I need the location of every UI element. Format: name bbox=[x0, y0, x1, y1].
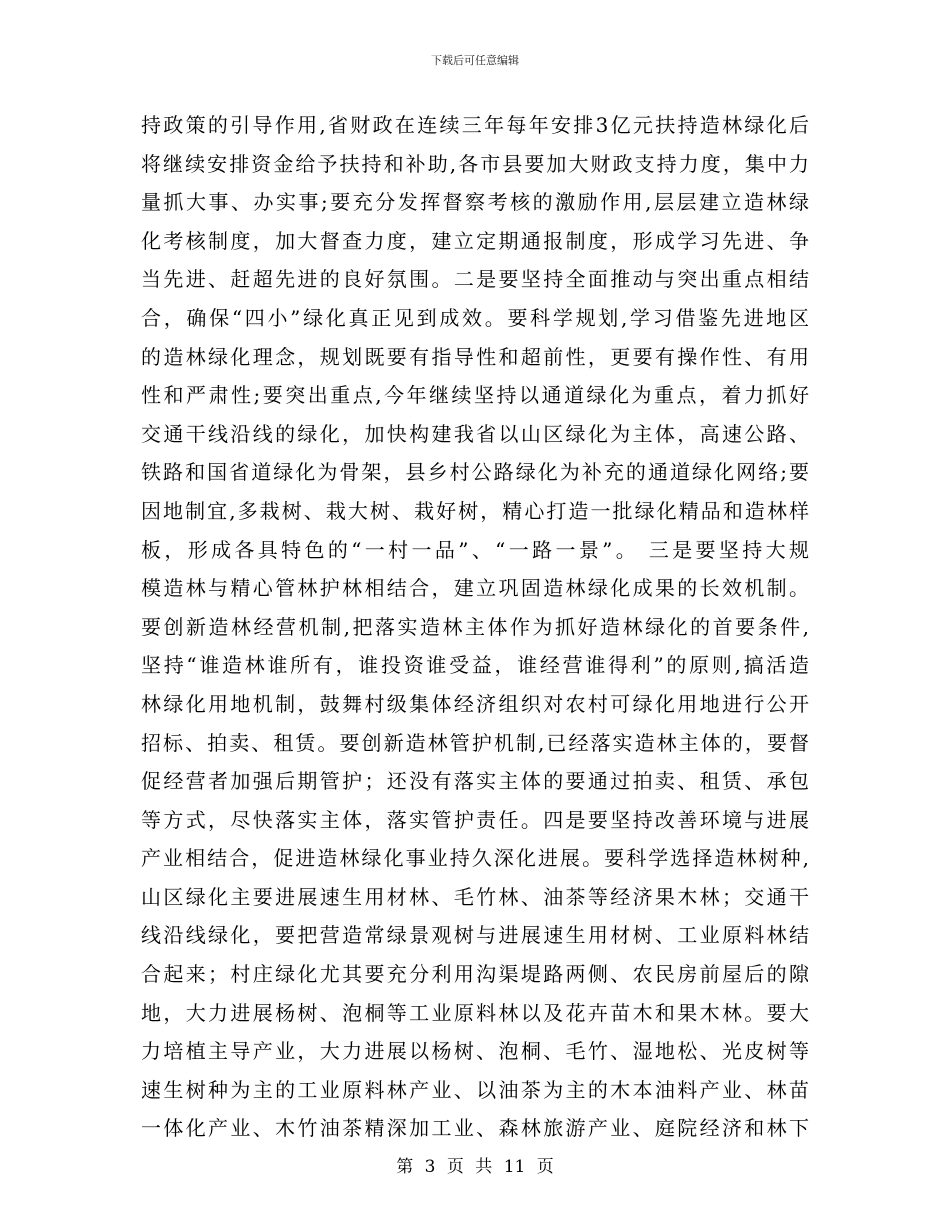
text-line: 招标、拍卖、租赁。要创新造林管护机制,已经落实造林主体的，要督 bbox=[141, 730, 809, 755]
text-line: 合，确保“四小”绿化真正见到成效。要科学规划,学习借鉴先进地区 bbox=[141, 305, 809, 330]
text-line: 坚持“谁造林谁所有，谁投资谁受益，谁经营谁得利”的原则,搞活造 bbox=[141, 653, 809, 678]
text-line: 的造林绿化理念，规划既要有指导性和超前性，更要有操作性、有用 bbox=[141, 344, 809, 369]
body-text bbox=[141, 106, 809, 1148]
text-line: 板，形成各具特色的“一村一品”、“一路一景”。 三是要坚持大规 bbox=[141, 537, 809, 562]
text-line: 力培植主导产业，大力进展以杨树、泡桐、毛竹、湿地松、光皮树等 bbox=[141, 1039, 809, 1064]
text-line: 量抓大事、办实事;要充分发挥督察考核的激励作用,层层建立造林绿 bbox=[141, 190, 809, 215]
text-line: 要创新造林经营机制,把落实造林主体作为抓好造林绿化的首要条件, bbox=[141, 614, 809, 639]
text-line: 林绿化用地机制，鼓舞村级集体经济组织对农村可绿化用地进行公开 bbox=[141, 691, 809, 716]
text-line: 性和严肃性;要突出重点,今年继续坚持以通道绿化为重点，着力抓好 bbox=[141, 383, 809, 408]
text-line: 等方式，尽快落实主体，落实管护责任。四是要坚持改善环境与进展 bbox=[141, 807, 809, 832]
text-line: 速生树种为主的工业原料林产业、以油茶为主的木本油料产业、林苗 bbox=[141, 1077, 809, 1102]
text-line: 模造林与精心管林护林相结合，建立巩固造林绿化成果的长效机制。 bbox=[141, 576, 809, 601]
text-line: 产业相结合，促进造林绿化事业持久深化进展。要科学选择造林树种, bbox=[141, 846, 809, 871]
text-line: 将继续安排资金给予扶持和补助,各市县要加大财政支持力度，集中力 bbox=[141, 151, 809, 176]
text-line: 化考核制度，加大督查力度，建立定期通报制度，形成学习先进、争 bbox=[141, 228, 809, 253]
text-line: 持政策的引导作用,省财政在连续三年每年安排3亿元扶持造林绿化后 bbox=[141, 113, 809, 137]
page-header: 下载后可任意编辑 bbox=[431, 54, 519, 67]
text-line: 当先进、赶超先进的良好氛围。二是要坚持全面推动与突出重点相结 bbox=[141, 267, 809, 292]
text-line: 因地制宜,多栽树、栽大树、栽好树，精心打造一批绿化精品和造林样 bbox=[141, 498, 809, 523]
text-line: 合起来；村庄绿化尤其要充分利用沟渠堤路两侧、农民房前屋后的隙 bbox=[141, 962, 809, 987]
text-line: 山区绿化主要进展速生用材林、毛竹林、油茶等经济果木林；交通干 bbox=[141, 884, 809, 909]
text-line: 交通干线沿线的绿化，加快构建我省以山区绿化为主体，高速公路、 bbox=[141, 421, 809, 446]
text-line: 地，大力进展杨树、泡桐等工业原料林以及花卉苗木和果木林。要大 bbox=[141, 1000, 809, 1025]
page-number: 第 3 页 共 11 页 bbox=[396, 1157, 554, 1177]
text-line: 促经营者加强后期管护；还没有落实主体的要通过拍卖、租赁、承包 bbox=[141, 769, 809, 794]
text-line: 一体化产业、木竹油茶精深加工业、森林旅游产业、庭院经济和林下 bbox=[141, 1116, 809, 1141]
text-line: 线沿线绿化，要把营造常绿景观树与进展速生用材树、工业原料林结 bbox=[141, 923, 809, 948]
text-line: 铁路和国省道绿化为骨架，县乡村公路绿化为补充的通道绿化网络;要 bbox=[141, 460, 809, 485]
